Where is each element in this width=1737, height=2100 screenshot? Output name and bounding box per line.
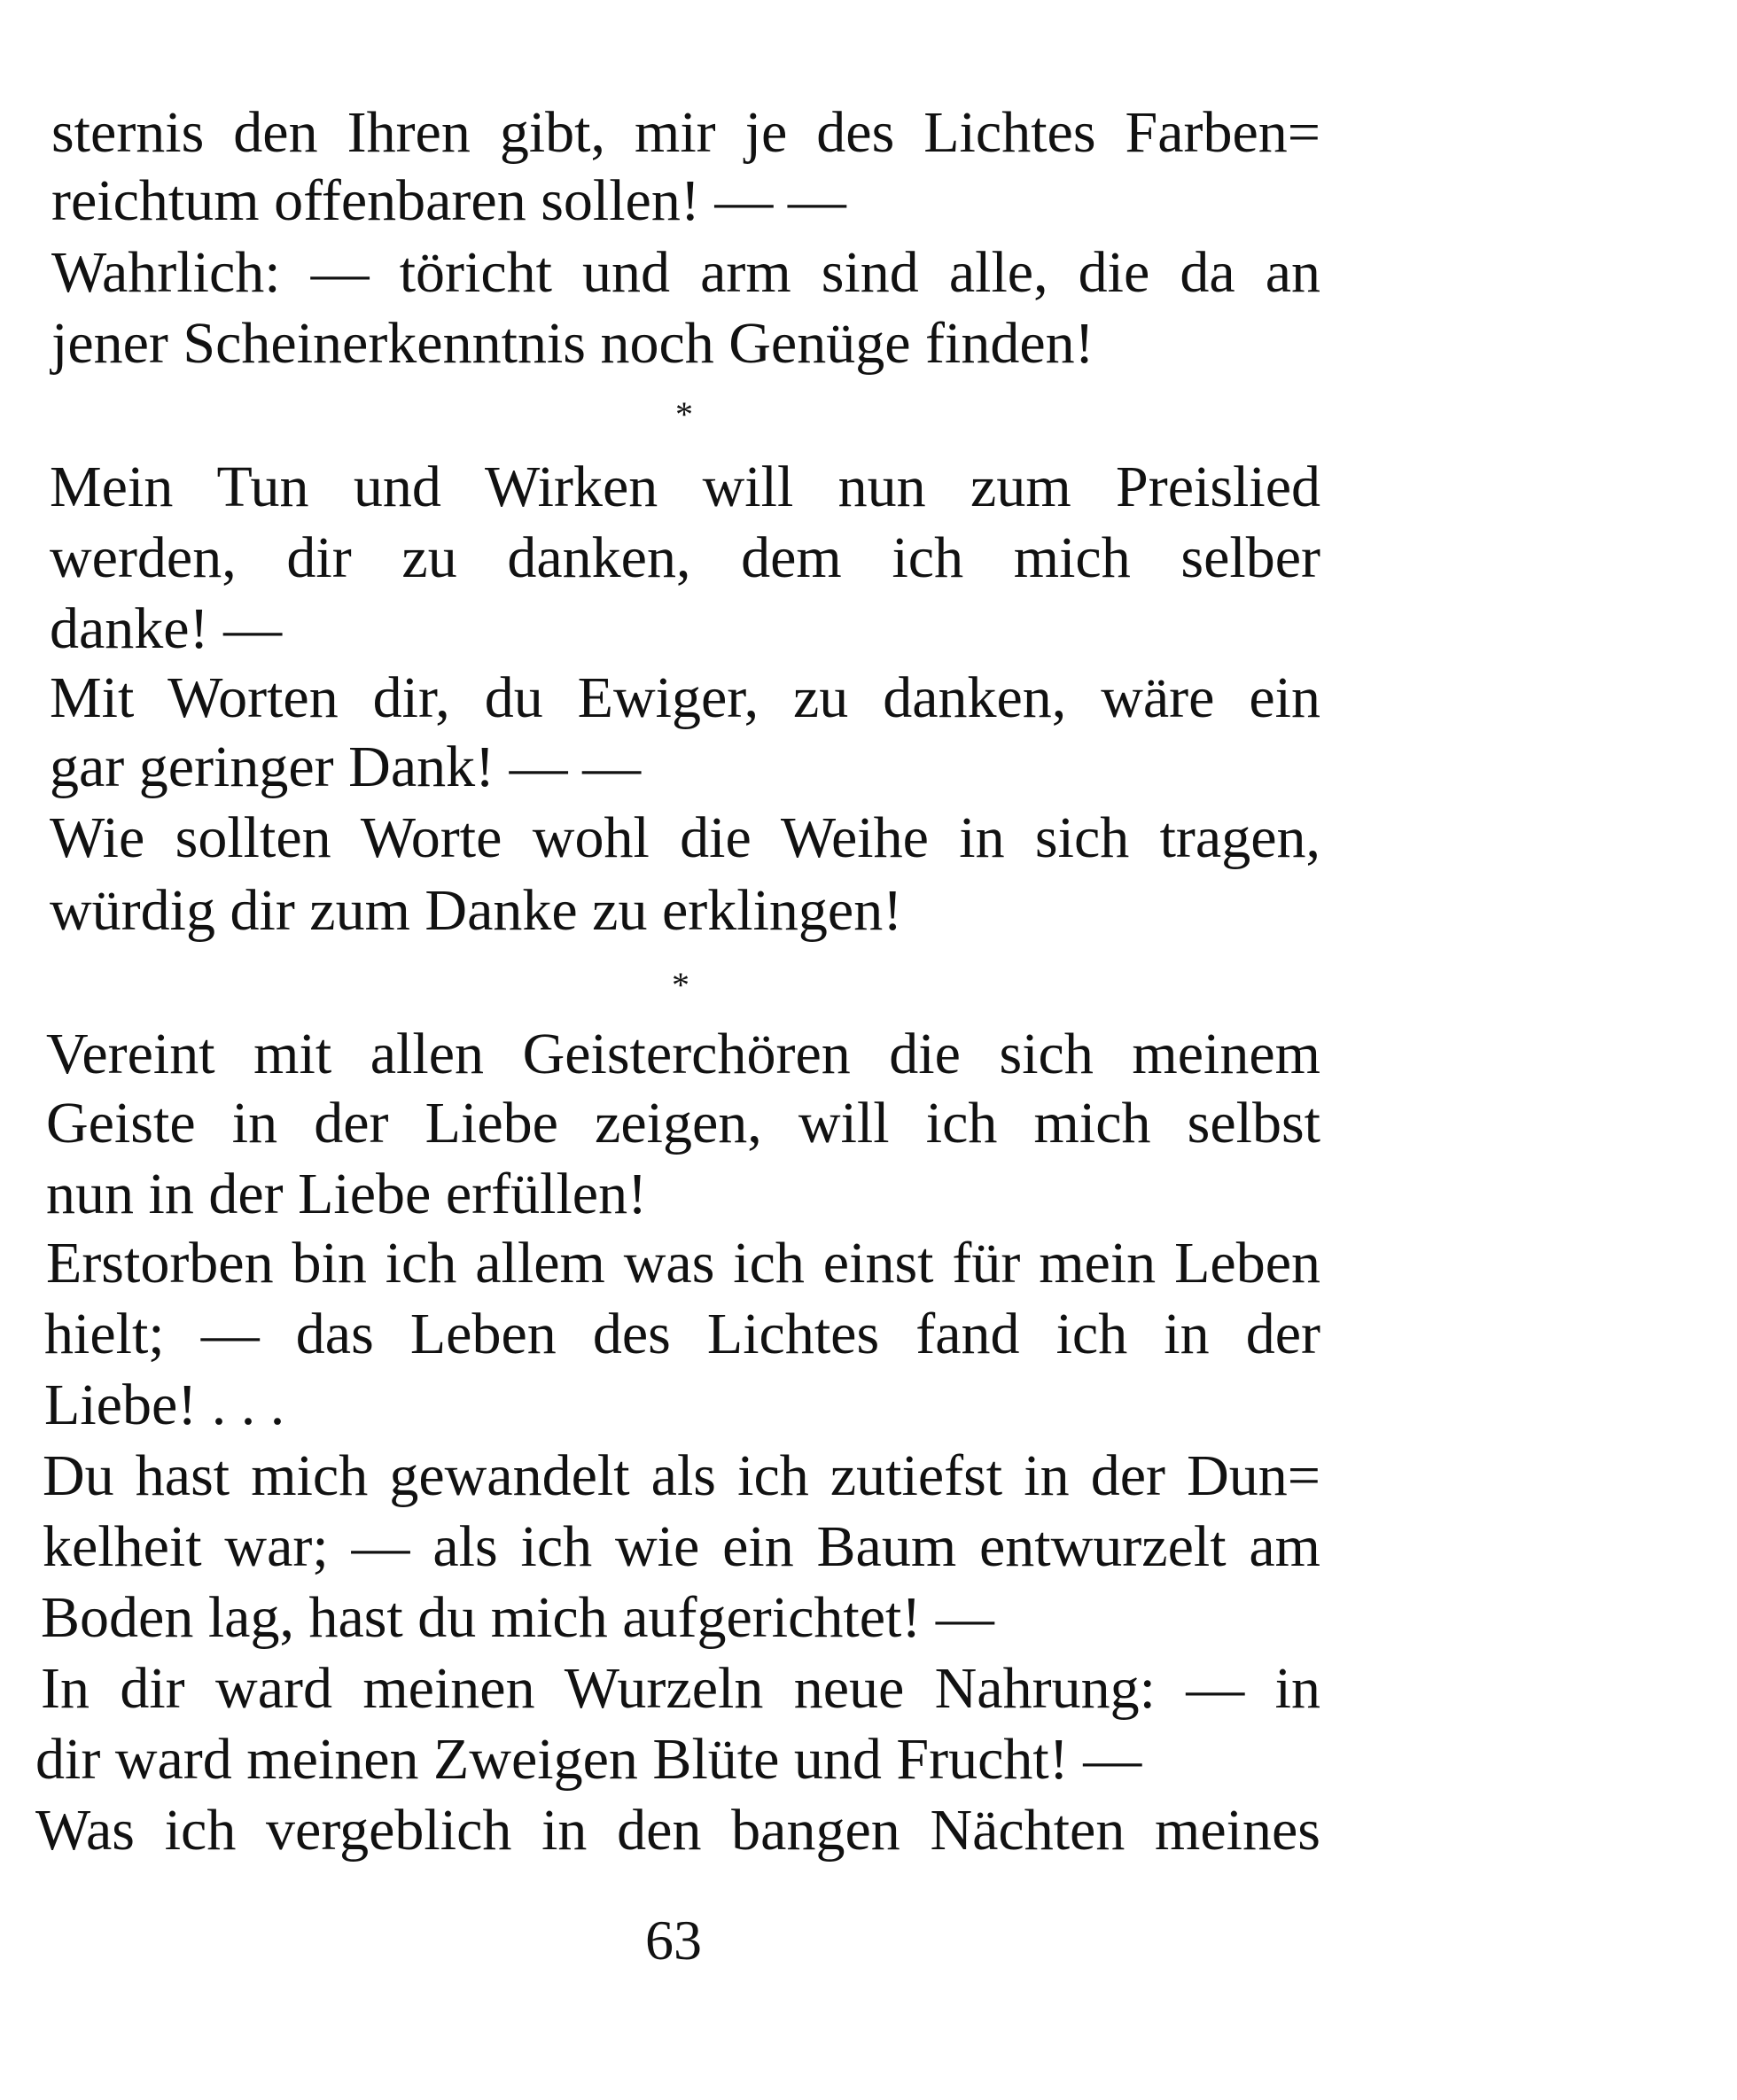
line-text: nun in der Liebe erfüllen! (46, 1162, 648, 1226)
line-text: Geiste in der Liebe zeigen, will ich mich selbst (46, 1091, 1320, 1155)
line-text: werden, dir zu danken, dem ich mich selber (50, 525, 1320, 590)
text-line (0, 97, 1737, 168)
text-line (0, 803, 1737, 874)
text-line (0, 1088, 1737, 1159)
line-text: Vereint mit allen Geisterchören die sich meinem (46, 1022, 1320, 1086)
line-text: sternis den Ihren gibt, mir je des Lichtes Farben= (51, 100, 1320, 165)
text-line (0, 237, 1737, 308)
text-line (0, 1019, 1737, 1090)
line-text: Erstorben bin ich allem was ich einst für mein Leben (46, 1231, 1320, 1295)
line-text: Mein Tun und Wirken will nun zum Preislied (50, 455, 1320, 519)
line-text: Wie sollten Worte wohl die Weihe in sich tragen, (50, 805, 1320, 870)
page-number: 63 (645, 1909, 702, 1972)
line-text: dir ward meinen Zweigen Blüte und Frucht! — (35, 1727, 1142, 1792)
text-line (0, 1583, 1737, 1653)
text-line (0, 875, 1737, 946)
text-line (0, 1512, 1737, 1583)
line-text: kelheit war; — als ich wie ein Baum entwurzelt am (43, 1514, 1320, 1579)
text-line (0, 732, 1737, 803)
text-line (0, 308, 1737, 379)
text-line (0, 523, 1737, 594)
text-line (0, 663, 1737, 734)
line-text: reichtum offenbaren sollen! — — (51, 168, 846, 233)
line-text: Was ich vergeblich in den bangen Nächten meines (35, 1798, 1320, 1863)
text-line (0, 594, 1737, 665)
line-text: Du hast mich gewandelt als ich zutiefst in der Dun= (43, 1443, 1320, 1508)
text-line (0, 166, 1737, 237)
text-line (0, 1159, 1737, 1230)
section-divider-star: * (672, 965, 689, 1005)
text-line (0, 1724, 1737, 1795)
text-line (0, 1228, 1737, 1299)
text-line (0, 1299, 1737, 1370)
text-line (0, 1441, 1737, 1512)
line-text: hielt; — das Leben des Lichtes fand ich in der (44, 1302, 1320, 1366)
line-text: Liebe! . . . (44, 1373, 285, 1437)
line-text: danke! — (50, 596, 283, 661)
line-text: Wahrlich: — töricht und arm sind alle, die da an (51, 240, 1320, 305)
text-line (0, 1653, 1737, 1724)
line-text: Mit Worten dir, du Ewiger, zu danken, wäre ein (50, 665, 1320, 730)
line-text: Boden lag, hast du mich aufgerichtet! — (41, 1585, 994, 1650)
text-line (0, 452, 1737, 523)
text-line (0, 1370, 1737, 1441)
text-line (0, 1795, 1737, 1866)
section-divider-star: * (675, 394, 693, 434)
line-text: jener Scheinerkenntnis noch Genüge finden! (51, 311, 1094, 376)
line-text: In dir ward meinen Wurzeln neue Nahrung: — in (41, 1656, 1320, 1721)
line-text: würdig dir zum Danke zu erklingen! (50, 878, 903, 943)
line-text: gar geringer Dank! — — (50, 735, 642, 799)
